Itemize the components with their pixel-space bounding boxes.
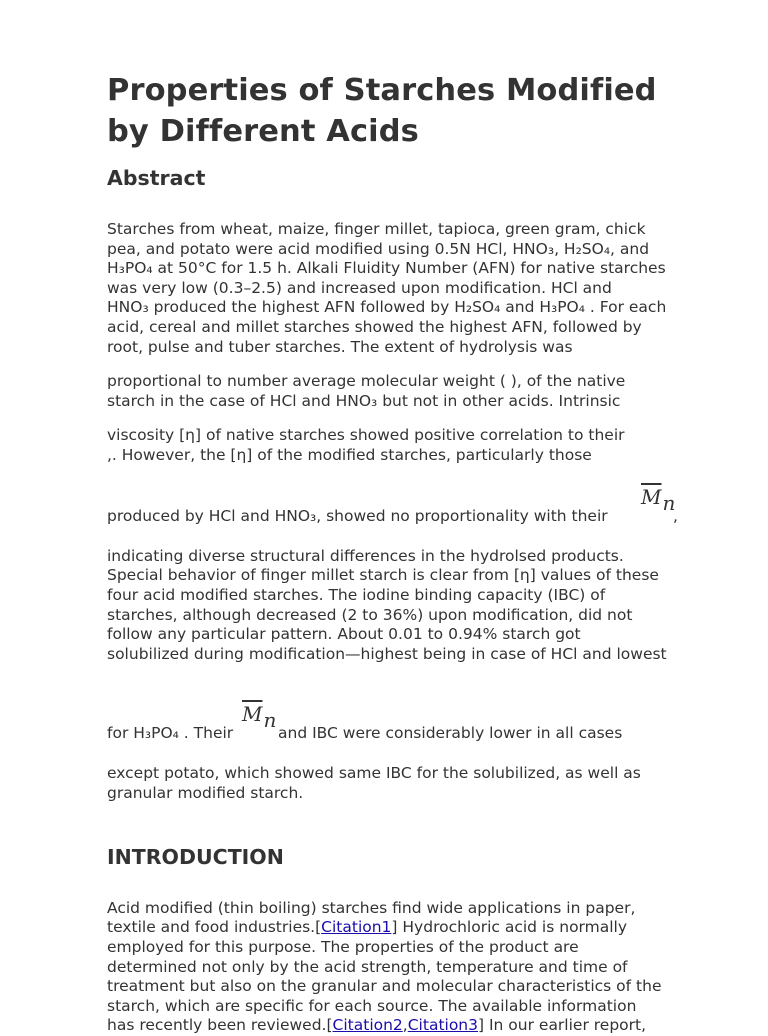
abstract-p5-lead: for H₃PO₄ . Their: [107, 724, 234, 743]
paper-title: Properties of Starches Modified by Different Acids: [107, 73, 657, 149]
abstract-p5-line-1: [107, 702, 707, 743]
mn-m: $\overline{M}$: [242, 702, 263, 727]
abstract-p4-first: produced by HCl and HNO₃, showed no proportionality with their: [107, 507, 608, 526]
abstract-paragraph-1: Starches from wheat, maize, finger millet, tapioca, green gram, chick pea, and potato were acid modified using 0.5N HCl, HNO₃, H₂SO₄, and H₃PO₄ at 50°C for 1.5 h. Alkali Fluidity Number (AFN) for native starches was very low (0.3–2.5) and increased upon modification. HCl and HNO₃ produced the highest AFN followed by H₂SO₄ and H₃PO₄ . For each acid, cereal and millet starches showed the highest AFN, followed by root, pulse and tuber starches. The extent of hydrolysis was: [107, 220, 667, 356]
abstract-heading: Abstract: [107, 166, 206, 190]
introduction-paragraph: [107, 899, 707, 1036]
citation-3-link[interactable]: Citation3: [407, 1016, 478, 1035]
citation-2-link[interactable]: Citation2: [332, 1016, 403, 1035]
citation-separator: ,: [402, 1016, 408, 1035]
abstract-paragraph-2: proportional to number average molecular weight ( ), of the native starch in the case of HCl and HNO₃ but not in other acids. Intrinsic: [107, 372, 626, 410]
introduction-heading: INTRODUCTION: [107, 844, 284, 869]
abstract-p5-rest: except potato, which showed same IBC for the solubilized, as well as granular modified starch.: [107, 764, 641, 802]
abstract-p5-after: and IBC were considerably lower in all cases: [278, 724, 623, 743]
intro-text-2: ] Hydrochloric acid is normally employed for this purpose. The properties of the product are determined not only by the acid strength, temperature and time of treatment but also on the granular and molecular characteristics of the starch, which are specific for each source. The available information has recently been reviewed.[: [107, 918, 662, 1035]
mn-n: n: [263, 708, 277, 733]
abstract-p4-line-1: [107, 485, 707, 526]
abstract-paragraph-5: [107, 694, 707, 823]
mn-n: n: [662, 491, 676, 516]
abstract-p4-rest: indicating diverse structural differences in the hydrolsed products. Special behavior of finger millet starch is clear from [η] values of these four acid modified starches. The iodine binding capacity (IBC) of starches, although decreased (2 to 36%) upon modification, did not follow any particular pattern. About 0.01 to 0.94% starch got solubilized during modification—highest being in case of HCl and lowest: [107, 546, 667, 663]
mn-m: $\overline{M}$: [641, 485, 662, 510]
mn-symbol: [641, 485, 676, 516]
abstract-p4-tail: ,: [673, 507, 678, 526]
abstract-paragraph-3: viscosity [η] of native starches showed positive correlation to their ,. However, the [η] of the modified starches, particularly those: [107, 426, 625, 464]
mn-symbol: [242, 702, 277, 733]
citation-1-link[interactable]: Citation1: [321, 918, 392, 937]
article: [107, 70, 707, 1036]
intro-text-3: ] In our earlier report,: [478, 1016, 647, 1035]
abstract-paragraph-4: [107, 476, 707, 684]
intro-text-1: Acid modified (thin boiling) starches find wide applications in paper, textile and food industries.[: [107, 898, 636, 937]
